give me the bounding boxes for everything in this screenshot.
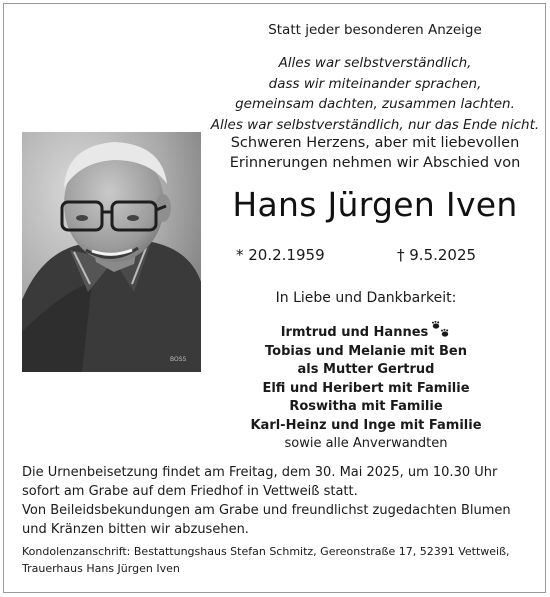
poem-line: gemeinsam dachten, zusammen lachten. [235, 96, 515, 112]
birth-date: * 20.2.1959 [236, 246, 325, 264]
intro-text [200, 133, 550, 173]
address-line: Trauerhaus Hans Jürgen Iven [22, 561, 180, 575]
header-text: Statt jeder besonderen Anzeige [268, 22, 482, 38]
details-line: und Kränzen bitten wir abzusehen. [22, 522, 249, 537]
mourner-line: Roswitha mit Familie [289, 399, 443, 414]
poem [200, 53, 550, 135]
intro-line: Schweren Herzens, aber mit liebevollen [230, 135, 520, 151]
relatives-line: sowie alle Anverwandten [284, 436, 448, 451]
address-line: Kondolenzanschrift: Bestattungshaus Stefan Schmitz, Gereonstraße 17, 52391 Vettweiß, [22, 545, 510, 558]
shirt-logo: BOSS [170, 356, 187, 363]
thanks-line: In Liebe und Dankbarkeit: [275, 290, 457, 306]
condolence-address [22, 544, 537, 577]
details-line: sofort am Grabe auf dem Friedhof in Vettweiß statt. [22, 484, 358, 499]
portrait-photo [22, 132, 201, 372]
poem-line: dass wir miteinander sprachen, [268, 75, 482, 92]
mourner-line: Elfi und Heribert mit Familie [262, 380, 470, 396]
details-line: Die Urnenbeisetzung findet am Freitag, dem 30. Mai 2025, um 10.30 Uhr [22, 465, 498, 480]
intro-line: Erinnerungen nehmen wir Abschied von [229, 155, 521, 171]
mourner-line: als Mutter Gertrud [297, 362, 435, 377]
funeral-details [22, 463, 537, 539]
mourner-name: Irmtrud und Hannes [280, 325, 429, 340]
poem-line: Alles war selbstverständlich, [278, 55, 472, 71]
portrait-illustration [22, 132, 201, 372]
mourners-list [206, 321, 526, 454]
poem-line: Alles war selbstverständlich, nur das Ende nicht. [210, 116, 540, 133]
deceased-name: Hans Jürgen Iven [232, 185, 518, 224]
paw-prints-icon [431, 321, 451, 339]
mourner-line: Karl-Heinz und Inge mit Familie [250, 417, 482, 433]
mourner-line [206, 321, 526, 343]
death-date: † 9.5.2025 [397, 246, 477, 264]
mourner-line: Tobias und Melanie mit Ben [265, 343, 467, 359]
details-line: Von Beileidsbekundungen am Grabe und freundlichst zugedachten Blumen [22, 503, 511, 518]
